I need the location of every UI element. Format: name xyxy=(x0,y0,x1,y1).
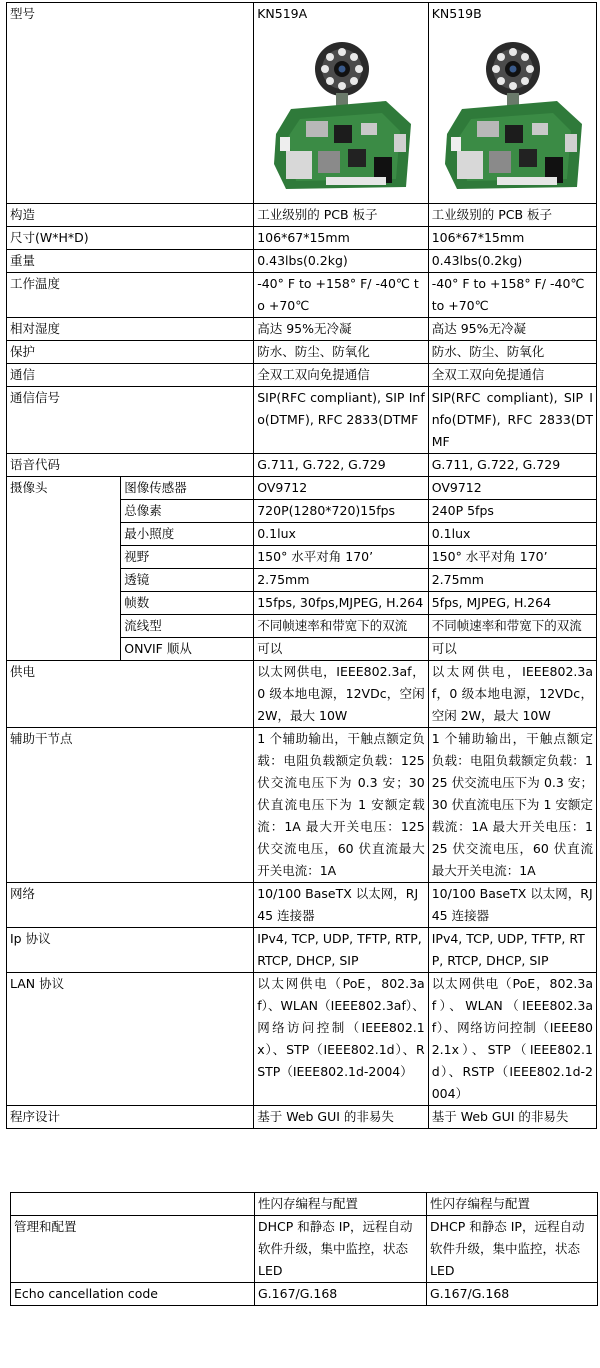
pcb-board-image-b xyxy=(437,39,587,199)
camera-module-a xyxy=(315,42,369,107)
cell-a: 0.43lbs(0.2kg) xyxy=(254,250,429,273)
cell-a: 1 个辅助输出，干触点额定负载：电阻负载额定负载：125 伏交流电压下为 0.3 安；30 伏直流电压下为 1 安额定载流：1A 最大开关电压：125 伏交流电压，60 伏直流最大开关电流：1A xyxy=(254,728,429,883)
table-row xyxy=(7,928,597,973)
table-row xyxy=(7,728,597,883)
table-row xyxy=(7,387,597,454)
cell-b: 全双工双向免提通信 xyxy=(428,364,596,387)
cell-b: 不同帧速率和带宽下的双流 xyxy=(428,615,596,638)
cell-a: 全双工双向免提通信 xyxy=(254,364,429,387)
model-cell-b xyxy=(428,3,596,204)
cell-a: 高达 95%无冷凝 xyxy=(254,318,429,341)
sub-label: 视野 xyxy=(121,546,254,569)
cell-a: 以太网供电，IEEE802.3af，0 级本地电源，12VDc，空闲 2W，最大 10W xyxy=(254,661,429,728)
row-label: 构造 xyxy=(7,204,254,227)
cell-b: 高达 95%无冷凝 xyxy=(428,318,596,341)
model-a-name: KN519A xyxy=(257,6,308,21)
cell-a: 工业级别的 PCB 板子 xyxy=(254,204,429,227)
table-row xyxy=(7,318,597,341)
model-b-name: KN519B xyxy=(431,6,482,21)
table-row xyxy=(7,204,597,227)
row-label: 网络 xyxy=(7,883,254,928)
cell-a: -40° F to +158° F/ -40℃ to +70℃ xyxy=(254,273,429,318)
cell-b: 106*67*15mm xyxy=(428,227,596,250)
row-label: 辅助干节点 xyxy=(7,728,254,883)
cell-a: OV9712 xyxy=(254,477,429,500)
sub-label: 最小照度 xyxy=(121,523,254,546)
cell-b: 性闪存编程与配置 xyxy=(427,1193,598,1216)
pcb-board-b xyxy=(445,101,582,189)
table-row xyxy=(7,250,597,273)
sub-label: 流线型 xyxy=(121,615,254,638)
table-row xyxy=(7,477,597,500)
spec-table xyxy=(6,2,597,1129)
camera-module-b xyxy=(486,42,540,107)
row-label: 语音代码 xyxy=(7,454,254,477)
pcb-board-image-a xyxy=(266,39,416,199)
cell-b: 2.75mm xyxy=(428,569,596,592)
row-label-camera: 摄像头 xyxy=(7,477,121,661)
row-label: 保护 xyxy=(7,341,254,364)
sub-label: 总像素 xyxy=(121,500,254,523)
cell-b: SIP(RFC compliant), SIP Info(DTMF), RFC 2833(DTMF xyxy=(428,387,596,454)
cell-b: 以太网供电，IEEE802.3af，0 级本地电源，12VDc，空闲 2W，最大 10W xyxy=(428,661,596,728)
cell-a: 以太网供电（PoE，802.3af）、WLAN（IEEE802.3af）、网络访问控制（IEEE802.1x）、STP（IEEE802.1d）、RSTP（IEEE802.1d-2004） xyxy=(254,973,429,1106)
row-label: 供电 xyxy=(7,661,254,728)
table-row xyxy=(7,454,597,477)
cell-b: G.711, G.722, G.729 xyxy=(428,454,596,477)
cell-b: 0.43lbs(0.2kg) xyxy=(428,250,596,273)
cell-a: G.167/G.168 xyxy=(255,1283,427,1306)
row-label: 管理和配置 xyxy=(11,1216,255,1283)
row-label: LAN 协议 xyxy=(7,973,254,1106)
row-label: 通信信号 xyxy=(7,387,254,454)
table-row xyxy=(7,1106,597,1129)
cell-b: DHCP 和静态 IP，远程自动软件升级，集中监控，状态 LED xyxy=(427,1216,598,1283)
cell-b: -40° F to +158° F/ -40℃ to +70℃ xyxy=(428,273,596,318)
model-label: 型号 xyxy=(7,3,254,204)
cell-a: IPv4, TCP, UDP, TFTP, RTP, RTCP, DHCP, SIP xyxy=(254,928,429,973)
table-row xyxy=(11,1193,598,1216)
table-row xyxy=(7,883,597,928)
cell-b: 以太网供电（PoE，802.3af）、WLAN（IEEE802.3af）、网络访问控制（IEEE802.1x）、STP（IEEE802.1d）、RSTP（IEEE802.1d-2004） xyxy=(428,973,596,1106)
cell-b: 防水、防尘、防氧化 xyxy=(428,341,596,364)
row-label: 尺寸(W*H*D) xyxy=(7,227,254,250)
cell-a: 性闪存编程与配置 xyxy=(255,1193,427,1216)
row-label: 重量 xyxy=(7,250,254,273)
cell-a: 15fps, 30fps,MJPEG, H.264 xyxy=(254,592,429,615)
cell-a: 防水、防尘、防氧化 xyxy=(254,341,429,364)
cell-b: 10/100 BaseTX 以太网，RJ45 连接器 xyxy=(428,883,596,928)
table-row xyxy=(7,341,597,364)
cell-a: DHCP 和静态 IP，远程自动软件升级，集中监控，状态 LED xyxy=(255,1216,427,1283)
row-label: Echo cancellation code xyxy=(11,1283,255,1306)
sub-label: ONVIF 顺从 xyxy=(121,638,254,661)
cell-a: 10/100 BaseTX 以太网，RJ45 连接器 xyxy=(254,883,429,928)
model-cell-a xyxy=(254,3,429,204)
table-row xyxy=(7,661,597,728)
table-row xyxy=(7,973,597,1106)
sub-label: 图像传感器 xyxy=(121,477,254,500)
cell-a: 不同帧速率和带宽下的双流 xyxy=(254,615,429,638)
row-label: 通信 xyxy=(7,364,254,387)
cell-a: G.711, G.722, G.729 xyxy=(254,454,429,477)
cell-b: IPv4, TCP, UDP, TFTP, RTP, RTCP, DHCP, SIP xyxy=(428,928,596,973)
table-row xyxy=(11,1216,598,1283)
cell-b: G.167/G.168 xyxy=(427,1283,598,1306)
spec-table-continued xyxy=(10,1192,598,1306)
cell-a: 基于 Web GUI 的非易失 xyxy=(254,1106,429,1129)
cell-a: 106*67*15mm xyxy=(254,227,429,250)
row-label: 工作温度 xyxy=(7,273,254,318)
cell-b: OV9712 xyxy=(428,477,596,500)
row-label: Ip 协议 xyxy=(7,928,254,973)
cell-b: 基于 Web GUI 的非易失 xyxy=(428,1106,596,1129)
cell-b: 150° 水平对角 170’ xyxy=(428,546,596,569)
cell-b: 0.1lux xyxy=(428,523,596,546)
cell-b: 1 个辅助输出，干触点额定负载：电阻负载额定负载：125 伏交流电压下为 0.3 安；30 伏直流电压下为 1 安额定载流：1A 最大开关电压：125 伏交流电压，60 伏直流最大开关电流：1A xyxy=(428,728,596,883)
cell-b: 工业级别的 PCB 板子 xyxy=(428,204,596,227)
cell-a: 0.1lux xyxy=(254,523,429,546)
cell-a: 可以 xyxy=(254,638,429,661)
cell-b: 可以 xyxy=(428,638,596,661)
table-row xyxy=(11,1283,598,1306)
table-row xyxy=(7,3,597,204)
table-row xyxy=(7,227,597,250)
row-label: 相对湿度 xyxy=(7,318,254,341)
sub-label: 透镜 xyxy=(121,569,254,592)
table-row xyxy=(7,364,597,387)
cell-a: 720P(1280*720)15fps xyxy=(254,500,429,523)
row-label-empty xyxy=(11,1193,255,1216)
table-row xyxy=(7,273,597,318)
cell-b: 5fps, MJPEG, H.264 xyxy=(428,592,596,615)
cell-b: 240P 5fps xyxy=(428,500,596,523)
sub-label: 帧数 xyxy=(121,592,254,615)
cell-a: SIP(RFC compliant), SIP Info(DTMF), RFC 2833(DTMF xyxy=(254,387,429,454)
row-label: 程序设计 xyxy=(7,1106,254,1129)
cell-a: 2.75mm xyxy=(254,569,429,592)
cell-a: 150° 水平对角 170’ xyxy=(254,546,429,569)
pcb-board-a xyxy=(274,101,411,189)
